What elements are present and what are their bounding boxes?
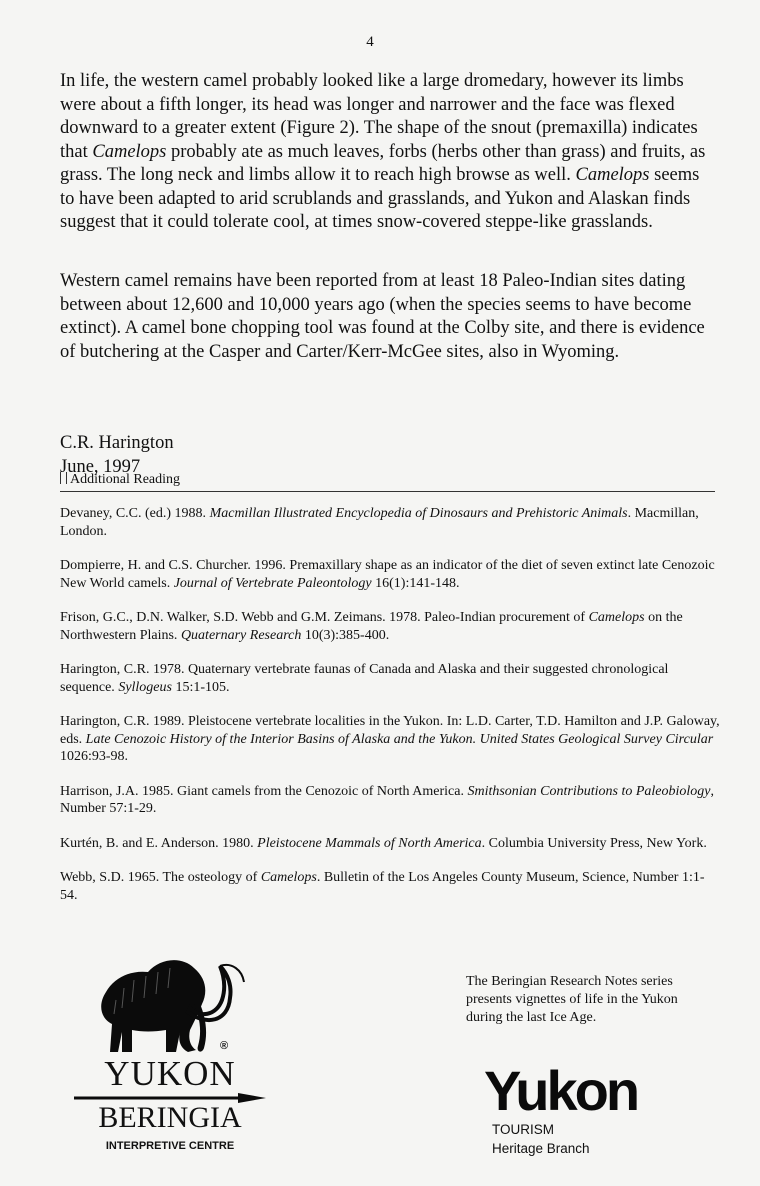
ref-text: , Number 57:1-29. xyxy=(60,783,715,816)
reference-item xyxy=(60,661,720,696)
page-number: 4 xyxy=(366,34,374,50)
yukon-beringia-logo xyxy=(70,952,270,1162)
ref-text: 10(3):385-400. xyxy=(301,627,390,643)
ref-text: 1026:93-98. xyxy=(60,749,129,764)
ref-text: 15:1-105. xyxy=(171,679,230,695)
ref-text: Devaney, C.C. (ed.) 1988. xyxy=(60,506,210,521)
ref-title: Macmillan Illustrated Encyclopedia of Dinosaurs and Prehistoric Animals xyxy=(209,506,628,521)
ref-title: Smithsonian Contributions to Paleobiology xyxy=(467,783,711,799)
series-note-line: The Beringian Research Notes series xyxy=(466,974,673,989)
ref-text: Harington, C.R. 1978. Quaternary vertebrate faunas of Canada and Alaska and their suggested chronological sequence. xyxy=(60,662,669,695)
ref-text: Kurtén, B. and E. Anderson. 1980. xyxy=(60,835,258,851)
ref-title: Pleistocene Mammals of North America xyxy=(257,835,482,851)
author-date: June, 1997 xyxy=(60,456,141,477)
registered-mark: ® xyxy=(220,1040,229,1052)
text-run: probably ate as much leaves, forbs (herbs other than grass) and fruits, as grass. The long neck and limbs allow it to reach high browse as well. xyxy=(60,141,706,185)
ref-text: 16(1):141-148. xyxy=(371,575,460,591)
series-note-line: during the last Ice Age. xyxy=(466,1010,597,1025)
ref-text: on the Northwestern Plains. xyxy=(60,610,683,643)
heritage-branch-label: Heritage Branch xyxy=(492,1141,590,1156)
italic-genus: Camelops xyxy=(575,165,650,185)
reference-item xyxy=(60,609,720,644)
ref-title: Camelops xyxy=(260,870,317,885)
ref-text: Harington, C.R. 1989. Pleistocene vertebrate localities in the Yukon. In: L.D. Carter, T.D. Hamilton and J.P. Galoway, eds. xyxy=(60,714,720,747)
reference-list xyxy=(60,505,720,921)
additional-reading-header xyxy=(60,472,715,492)
logo-beringia-text: BERINGIA xyxy=(98,1101,242,1134)
ref-title: Camelops xyxy=(588,610,645,625)
double-bar-icon xyxy=(60,472,67,484)
author-name: C.R. Harington xyxy=(60,433,174,453)
reference-item xyxy=(60,505,720,540)
yukon-wordmark-logo xyxy=(478,1058,658,1118)
ref-text: . Columbia University Press, New York. xyxy=(481,835,707,851)
mammoth-icon xyxy=(70,952,270,1062)
italic-genus: Camelops xyxy=(92,141,167,162)
ref-title: Syllogeus xyxy=(118,679,172,695)
series-note-line: presents vignettes of life in the Yukon xyxy=(466,992,678,1007)
ref-text: Harrison, J.A. 1985. Giant camels from the Cenozoic of North America. xyxy=(60,783,468,799)
tourism-label: TOURISM xyxy=(492,1122,555,1137)
ref-text: Dompierre, H. and C.S. Churcher. 1996. Premaxillary shape as an indicator of the diet of seven extinct late Cenozoic New World camels. xyxy=(60,558,715,591)
reference-item xyxy=(60,713,720,766)
tourism-block xyxy=(492,1120,590,1158)
ref-journal: Quaternary Research xyxy=(180,627,302,643)
ref-text: . Bulletin of the Los Angeles County Museum, Science, Number 1:1-54. xyxy=(60,870,705,903)
ref-title: Journal of Vertebrate Paleontology xyxy=(173,575,372,591)
reference-item xyxy=(60,869,720,904)
ref-text: . Macmillan, London. xyxy=(60,506,699,539)
ref-text: Webb, S.D. 1965. The osteology of xyxy=(60,870,261,885)
reference-item xyxy=(60,835,720,853)
additional-reading-title: Additional Reading xyxy=(70,472,181,487)
reference-item xyxy=(60,783,720,818)
logo-yukon-text: YUKON xyxy=(104,1054,236,1093)
ref-title: Late Cenozoic History of the Interior Basins of Alaska and the Yukon. United States Geological Survey Circular xyxy=(85,731,714,747)
text-run: seems to have been adapted to arid scrublands and grasslands, and Yukon and Alaskan finds suggest that it could tolerate cool, at times snow-covered steppe-like grasslands. xyxy=(60,165,700,232)
reference-item xyxy=(60,557,720,592)
text-run: In life, the western camel probably looked like a large dromedary, however its limbs were about a fifth longer, its head was longer and narrower and the face was flexed downward to a greater extent (Figure 2). The shape of the snout (premaxilla) indicates that xyxy=(60,71,698,162)
paragraph-appearance-diet xyxy=(60,70,715,235)
ref-text: Frison, G.C., D.N. Walker, S.D. Webb and G.M. Zeimans. 1978. Paleo-Indian procurement of xyxy=(60,610,589,625)
paragraph-paleo-indian-sites: Western camel remains have been reported from at least 18 Paleo-Indian sites dating between about 12,600 and 10,000 years ago (when the species seems to have become extinct). A camel bone chopping tool was found at the Colby site, and there is evidence of butchering at the Casper and Carter/Kerr-McGee sites, also in Wyoming. xyxy=(60,271,705,362)
yukon-wordmark-text: Yukon xyxy=(484,1059,638,1118)
logo-interpretive-text: INTERPRETIVE CENTRE xyxy=(105,1140,235,1152)
series-note xyxy=(466,973,726,1027)
